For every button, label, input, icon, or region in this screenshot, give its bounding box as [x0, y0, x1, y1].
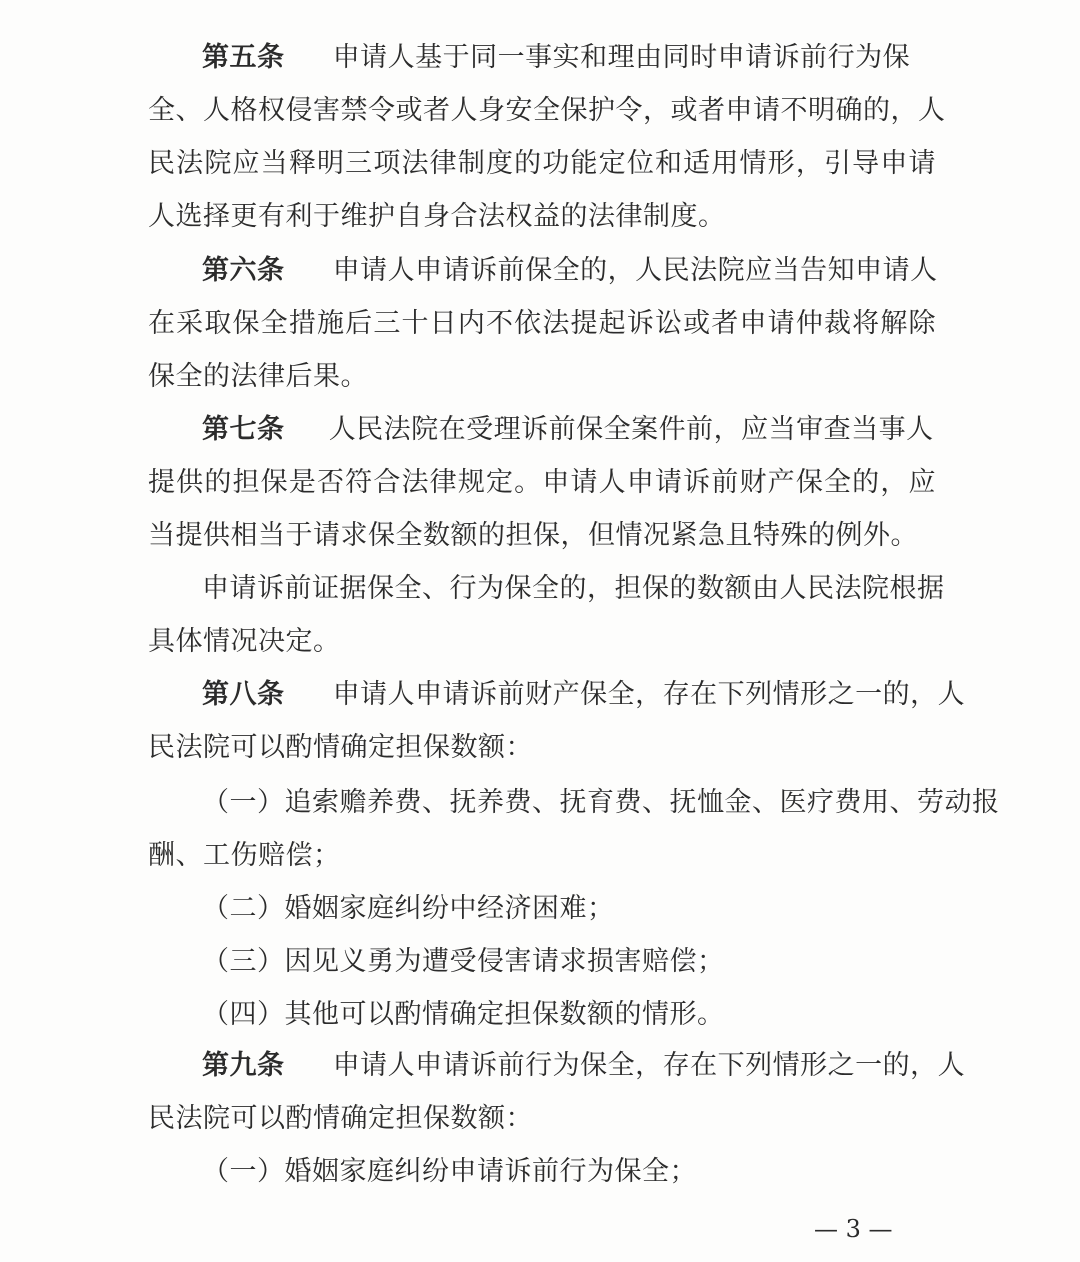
article-heading: 第九条 — [202, 1050, 285, 1081]
article-7-line-2: 提供的担保是否符合法律规定。申请人申请诉前财产保全的，应 — [148, 467, 936, 498]
article-6-line-2: 在采取保全措施后三十日内不依法提起诉讼或者申请仲裁将解除 — [148, 308, 936, 339]
article-6-line-1 — [202, 254, 937, 288]
article-8-item-3: （三）因见义勇为遭受侵害请求损害赔偿； — [202, 946, 725, 977]
article-7-para-2-line-2: 具体情况决定。 — [148, 626, 341, 657]
article-5-line-1 — [202, 41, 937, 75]
article-8-item-2: （二）婚姻家庭纠纷中经济困难； — [202, 893, 615, 924]
page-number: — 3 — — [814, 1215, 893, 1243]
article-9-line-1 — [202, 1049, 966, 1083]
article-7-line-3: 当提供相当于请求保全数额的担保，但情况紧急且特殊的例外。 — [148, 520, 918, 551]
article-heading: 第六条 — [202, 255, 285, 286]
article-heading: 第七条 — [202, 414, 285, 445]
article-7-para-2-line-1: 申请诉前证据保全、行为保全的，担保的数额由人民法院根据 — [202, 573, 945, 604]
article-6-line-3: 保全的法律后果。 — [148, 361, 368, 392]
article-8-line-2: 民法院可以酌情确定担保数额： — [148, 732, 533, 763]
article-text: 人民法院在受理诉前保全案件前，应当审查当事人 — [328, 414, 934, 445]
article-5-line-2: 全、人格权侵害禁令或者人身安全保护令，或者申请不明确的，人 — [148, 95, 946, 126]
article-5-line-4: 人选择更有利于维护自身合法权益的法律制度。 — [148, 201, 726, 232]
article-text: 申请人申请诉前财产保全，存在下列情形之一的，人 — [332, 679, 966, 710]
article-text: 申请人申请诉前行为保全，存在下列情形之一的，人 — [332, 1050, 966, 1081]
article-8-item-1-line-2: 酬、工伤赔偿； — [148, 840, 341, 871]
article-7-line-1 — [202, 413, 937, 447]
article-text: 申请人基于同一事实和理由同时申请诉前行为保 — [332, 42, 911, 73]
article-8-line-1 — [202, 678, 966, 712]
article-8-item-1-line-1: （一）追索赡养费、抚养费、抚育费、抚恤金、医疗费用、劳动报 — [202, 787, 1000, 818]
article-heading: 第五条 — [202, 42, 285, 73]
article-9-item-1: （一）婚姻家庭纠纷申请诉前行为保全； — [202, 1156, 697, 1187]
article-heading: 第八条 — [202, 679, 285, 710]
article-9-line-2: 民法院可以酌情确定担保数额： — [148, 1103, 533, 1134]
article-text: 申请人申请诉前保全的，人民法院应当告知申请人 — [332, 255, 938, 286]
article-5-line-3: 民法院应当释明三项法律制度的功能定位和适用情形，引导申请 — [148, 148, 936, 179]
article-8-item-4: （四）其他可以酌情确定担保数额的情形。 — [202, 999, 725, 1030]
